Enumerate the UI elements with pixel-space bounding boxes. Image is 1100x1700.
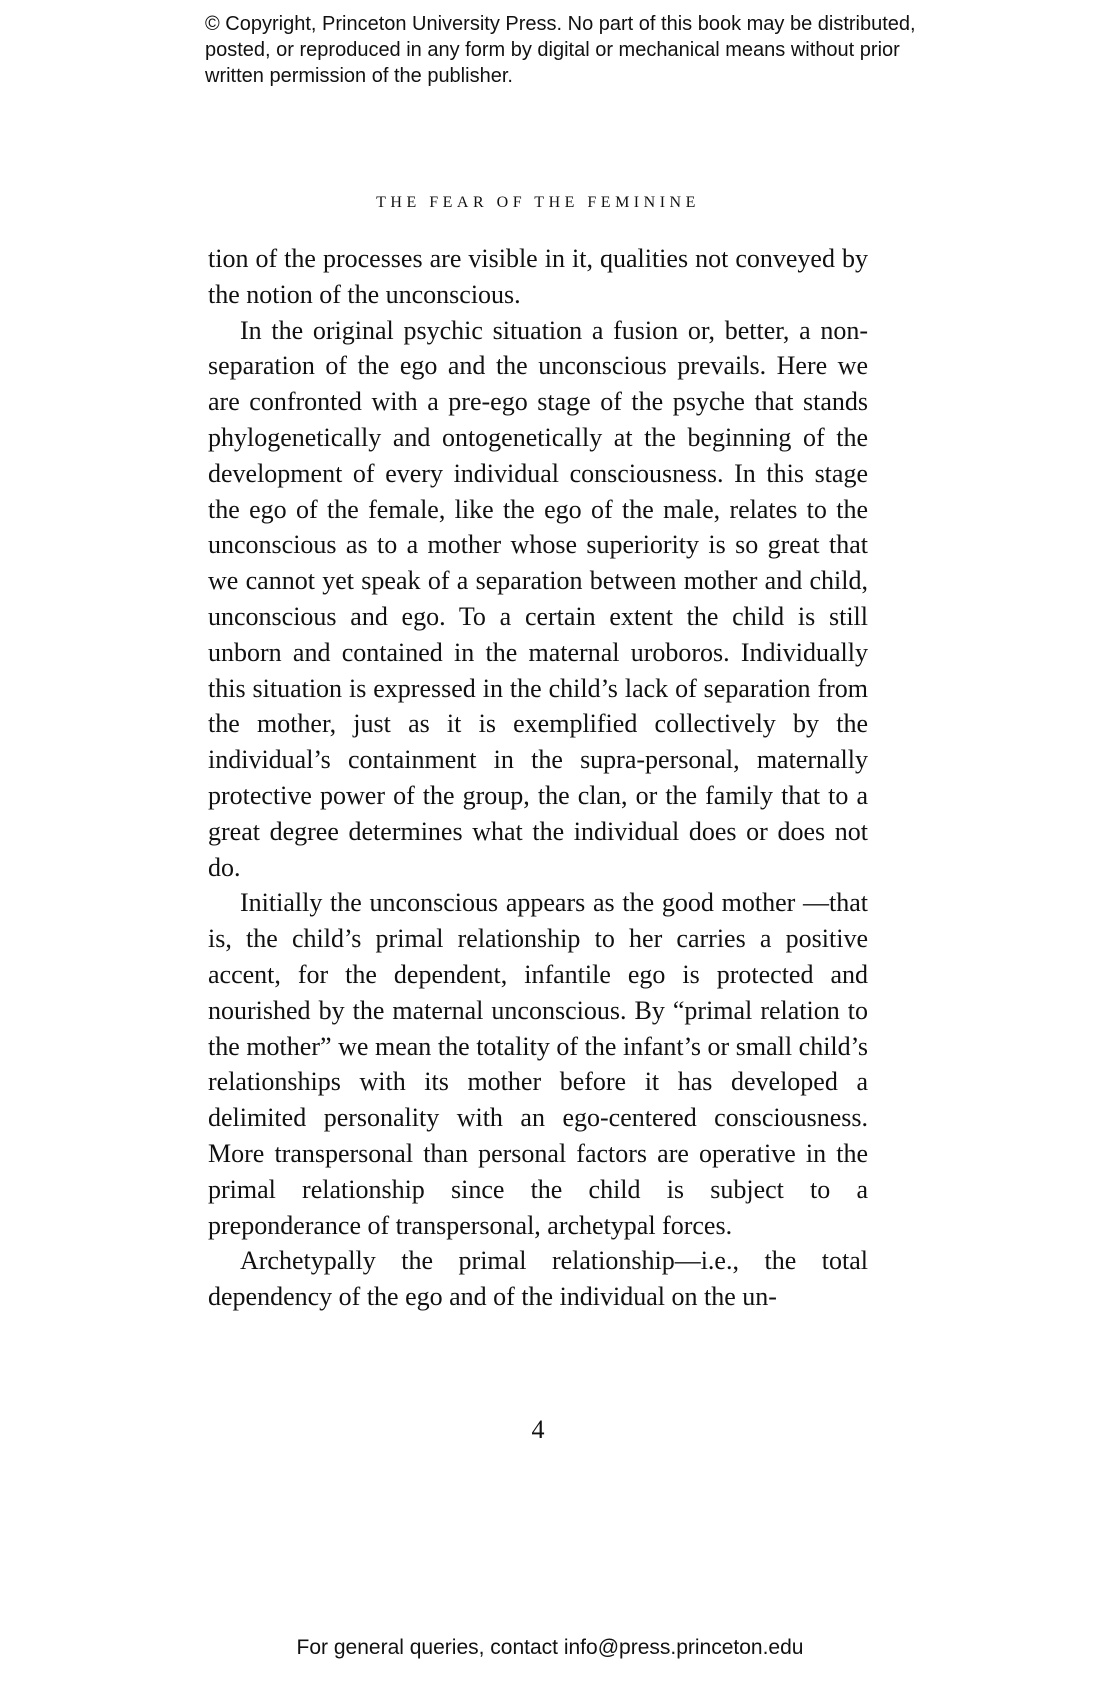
paragraph: Initially the unconscious appears as the good mother —that is, the child’s primal relationship to her carries a positive accent, for the dependent, infantile ego is protected and nourished by the maternal unconscious. By “primal relation to the mother” we mean the totality of the infant’s or small child’s relationships with its mother before it has developed a delimited personality with an ego-centered consciousness. More transpersonal than personal factors are operative in the primal relationship since the child is subject to a preponderance of transpersonal, archetypal forces. bbox=[208, 888, 868, 1240]
footer-contact: For general queries, contact info@press.princeton.edu bbox=[296, 1636, 804, 1659]
body-text bbox=[208, 241, 868, 1315]
running-head: THE FEAR OF THE FEMININE bbox=[376, 194, 700, 211]
paragraph: In the original psychic situation a fusion or, better, a non-separation of the ego and the unconscious prevails. Here we are confronted with a pre-ego stage of the psyche that stands phylogenetically and ontogenetically at the beginning of the development of every individual consciousness. In this stage the ego of the female, like the ego of the male, relates to the unconscious as to a mother whose superiority is so great that we cannot yet speak of a separation between mother and child, unconscious and ego. To a certain extent the child is still unborn and contained in the maternal uroboros. Individually this situation is expressed in the child’s lack of separation from the mother, just as it is exemplified collectively by the individual’s containment in the supra-personal, maternally protective power of the group, the clan, or the family that to a great degree determines what the individual does or does not do. bbox=[208, 315, 868, 882]
paragraph: Archetypally the primal relationship—i.e., the total dependency of the ego and of the individual on the un- bbox=[208, 1246, 868, 1312]
paragraph: tion of the processes are visible in it, qualities not conveyed by the notion of the unconscious. bbox=[208, 244, 868, 309]
page-number: 4 bbox=[531, 1415, 545, 1444]
copyright-notice: © Copyright, Princeton University Press. No part of this book may be distributed, posted, or reproduced in any form by digital or mechanical means without prior written permission of the publisher. bbox=[205, 13, 916, 87]
